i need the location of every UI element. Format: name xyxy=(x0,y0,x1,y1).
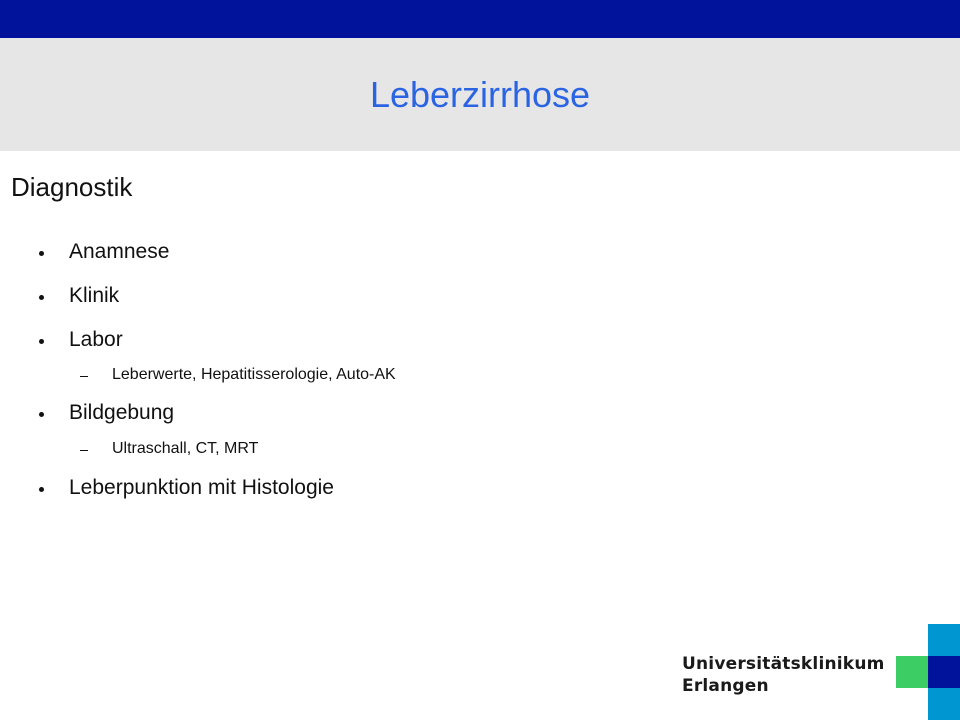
bullet-label: Anamnese xyxy=(69,240,170,263)
bullet-dot-icon xyxy=(39,339,44,344)
bullet-label: Leberpunktion mit Histologie xyxy=(69,476,334,499)
logo-square-green xyxy=(896,656,928,688)
bullet-label: Klinik xyxy=(69,284,120,307)
dash-icon xyxy=(80,450,88,451)
top-accent-bar xyxy=(0,0,960,38)
logo-square-cyan-top xyxy=(928,624,960,656)
slide-title: Leberzirrhose xyxy=(369,74,591,115)
sub-bullet-label: Leberwerte, Hepatitisserologie, Auto-AK xyxy=(112,366,396,383)
logo-square-navy xyxy=(928,656,960,688)
logo-line-1: Universitätsklinikum xyxy=(682,654,885,674)
bullet-dot-icon xyxy=(39,295,44,300)
logo-wordmark xyxy=(682,653,885,697)
university-logo-icon xyxy=(896,624,960,720)
bullet-label: Labor xyxy=(69,328,123,351)
bullet-dot-icon xyxy=(39,487,44,492)
bullet-dot-icon xyxy=(39,251,44,256)
dash-icon xyxy=(80,376,88,377)
slide-subtitle: Diagnostik xyxy=(11,172,133,202)
logo-line-2: Erlangen xyxy=(682,676,769,696)
bullet-label: Bildgebung xyxy=(69,401,175,424)
bullet-dot-icon xyxy=(39,412,44,417)
logo-square-cyan-bottom xyxy=(928,688,960,720)
sub-bullet-label: Ultraschall, CT, MRT xyxy=(112,440,259,457)
